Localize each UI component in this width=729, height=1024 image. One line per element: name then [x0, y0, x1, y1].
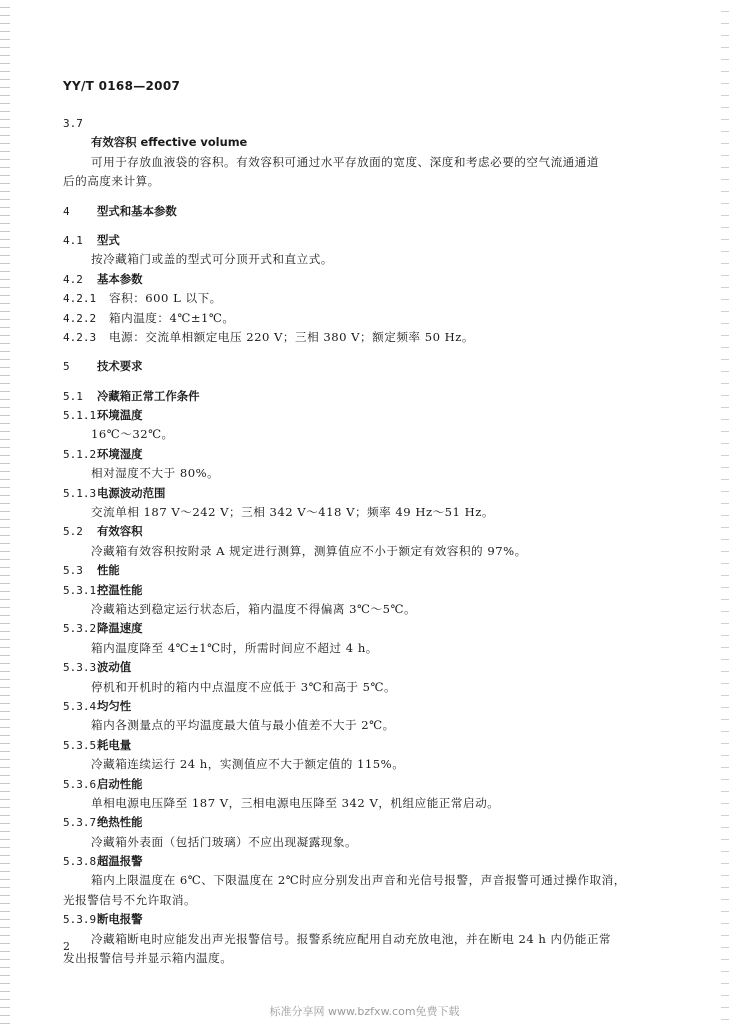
clause-heading: 环境湿度 [97, 446, 143, 461]
document-line [63, 600, 663, 619]
clause-number: 4.2.3 [63, 330, 97, 344]
clause-heading: 降温速度 [97, 621, 143, 636]
document-line [63, 270, 663, 289]
document-line [63, 289, 663, 308]
clause-number: 5.3.7 [63, 816, 97, 830]
paragraph-continuation: 发出报警信号并显示箱内温度。 [63, 951, 233, 966]
scan-edge-left [0, 0, 10, 1024]
document-line [63, 581, 663, 600]
document-line [63, 542, 663, 561]
document-line [63, 114, 663, 133]
paragraph-text: 交流单相 187 V～242 V；三相 342 V～418 V；频率 49 Hz～51 Hz。 [91, 505, 494, 520]
document-line [63, 910, 663, 929]
clause-number: 4 [63, 204, 70, 218]
clause-number: 5.1.1 [63, 409, 97, 423]
clause-heading: 环境温度 [97, 408, 143, 423]
clause-heading: 技术要求 [97, 359, 143, 374]
clause-heading: 基本参数 [97, 271, 143, 286]
clause-heading: 均匀性 [97, 698, 132, 713]
document-line [63, 852, 663, 871]
document-line [63, 949, 663, 968]
clause-number: 5.1.3 [63, 486, 97, 500]
clause-heading: 启动性能 [97, 776, 143, 791]
clause-number: 5 [63, 360, 70, 374]
paragraph-text: 冷藏箱有效容积按附录 A 规定进行测算，测算值应不小于额定有效容积的 97%。 [91, 543, 527, 558]
paragraph-text: 箱内各测量点的平均温度最大值与最小值差不大于 2℃。 [91, 718, 395, 733]
paragraph-continuation: 后的高度来计算。 [63, 174, 160, 189]
clause-number: 5.1 [63, 389, 83, 403]
paragraph-text: 16℃～32℃。 [91, 427, 174, 442]
document-line [63, 309, 663, 328]
document-line [63, 794, 663, 813]
clause-number: 5.3.5 [63, 738, 97, 752]
section-gap [63, 347, 663, 357]
document-line [63, 484, 663, 503]
clause-number: 3.7 [63, 117, 83, 130]
clause-number: 4.2 [63, 272, 83, 286]
clause-text: 容积：600 L 以下。 [109, 291, 222, 306]
paragraph-text: 停机和开机时的箱内中点温度不应低于 3℃和高于 5℃。 [91, 679, 397, 694]
paragraph-text: 按冷藏箱门或盖的型式可分顶开式和直立式。 [91, 252, 333, 267]
clause-number: 5.3.4 [63, 699, 97, 713]
document-line [63, 930, 663, 949]
document-line [63, 133, 663, 152]
watermark-text: 标准分享网 www.bzfxw.com免费下载 [269, 1005, 460, 1018]
paragraph-text: 冷藏箱连续运行 24 h，实测值应不大于额定值的 115%。 [91, 757, 405, 772]
document-line [63, 357, 663, 376]
paragraph-text: 箱内温度降至 4℃±1℃时，所需时间应不超过 4 h。 [91, 640, 378, 655]
section-gap [63, 377, 663, 387]
scan-edge-right [721, 0, 729, 1024]
clause-number: 5.3 [63, 564, 83, 578]
clause-number: 5.3.8 [63, 855, 97, 869]
clause-heading: 波动值 [97, 660, 132, 675]
document-line [63, 871, 663, 890]
document-line [63, 813, 663, 832]
clause-number: 5.3.3 [63, 661, 97, 675]
section-gap [63, 192, 663, 202]
clause-heading: 型式 [97, 232, 120, 247]
clause-heading: 绝热性能 [97, 815, 143, 830]
document-line [63, 561, 663, 580]
clause-heading: 有效容积 [97, 524, 143, 539]
paragraph-text: 单相电源电压降至 187 V，三相电源电压降至 342 V，机组应能正常启动。 [91, 795, 500, 810]
document-line [63, 464, 663, 483]
document-code: YY/T 0168—2007 [63, 79, 181, 93]
document-line [63, 202, 663, 221]
document-line [63, 231, 663, 250]
paragraph-text: 可用于存放血液袋的容积。有效容积可通过水平存放面的宽度、深度和考虑必要的空气流通通道 [91, 154, 599, 169]
paragraph-continuation: 光报警信号不允许取消。 [63, 892, 197, 907]
document-line [63, 891, 663, 910]
clause-number: 5.3.2 [63, 622, 97, 636]
document-line [63, 736, 663, 755]
clause-number: 5.3.9 [63, 913, 97, 927]
document-line [63, 658, 663, 677]
clause-number: 5.3.1 [63, 583, 97, 597]
paragraph-text: 冷藏箱外表面（包括门玻璃）不应出现凝露现象。 [91, 834, 358, 849]
clause-number: 4.2.2 [63, 311, 97, 325]
document-line [63, 833, 663, 852]
paragraph-text: 冷藏箱断电时应能发出声光报警信号。报警系统应配用自动充放电池，并在断电 24 h 内仍能正常 [91, 931, 612, 946]
term-definition-heading: 有效容积 effective volume [91, 135, 248, 150]
document-line [63, 697, 663, 716]
clause-number: 5.3.6 [63, 777, 97, 791]
document-line [63, 619, 663, 638]
document-line [63, 522, 663, 541]
clause-number: 5.2 [63, 525, 83, 539]
document-line [63, 503, 663, 522]
paragraph-text: 箱内上限温度在 6℃、下限温度在 2℃时应分别发出声音和光信号报警，声音报警可通过操作取消， [91, 873, 626, 888]
document-line [63, 678, 663, 697]
clause-number: 4.1 [63, 233, 83, 247]
document-line [63, 172, 663, 191]
clause-heading: 性能 [97, 563, 120, 578]
document-line [63, 387, 663, 406]
document-line [63, 639, 663, 658]
document-line [63, 716, 663, 735]
paragraph-text: 冷藏箱达到稳定运行状态后，箱内温度不得偏离 3℃～5℃。 [91, 601, 417, 616]
clause-heading: 冷藏箱正常工作条件 [97, 388, 200, 403]
document-line [63, 406, 663, 425]
clause-text: 电源：交流单相额定电压 220 V；三相 380 V；额定频率 50 Hz。 [109, 329, 474, 344]
paragraph-text: 相对湿度不大于 80%。 [91, 466, 220, 481]
clause-number: 4.2.1 [63, 292, 97, 306]
document-body [63, 114, 663, 968]
document-line [63, 250, 663, 269]
clause-heading: 控温性能 [97, 582, 143, 597]
document-line [63, 425, 663, 444]
page-number: 2 [63, 940, 70, 953]
clause-number: 5.1.2 [63, 447, 97, 461]
clause-heading: 电源波动范围 [97, 485, 166, 500]
section-gap [63, 221, 663, 231]
clause-heading: 超温报警 [97, 854, 143, 869]
clause-heading: 耗电量 [97, 737, 132, 752]
document-line [63, 153, 663, 172]
clause-text: 箱内温度：4℃±1℃。 [109, 310, 235, 325]
document-line [63, 328, 663, 347]
clause-heading: 断电报警 [97, 912, 143, 927]
clause-heading: 型式和基本参数 [97, 203, 177, 218]
document-line [63, 445, 663, 464]
document-line [63, 755, 663, 774]
document-line [63, 775, 663, 794]
